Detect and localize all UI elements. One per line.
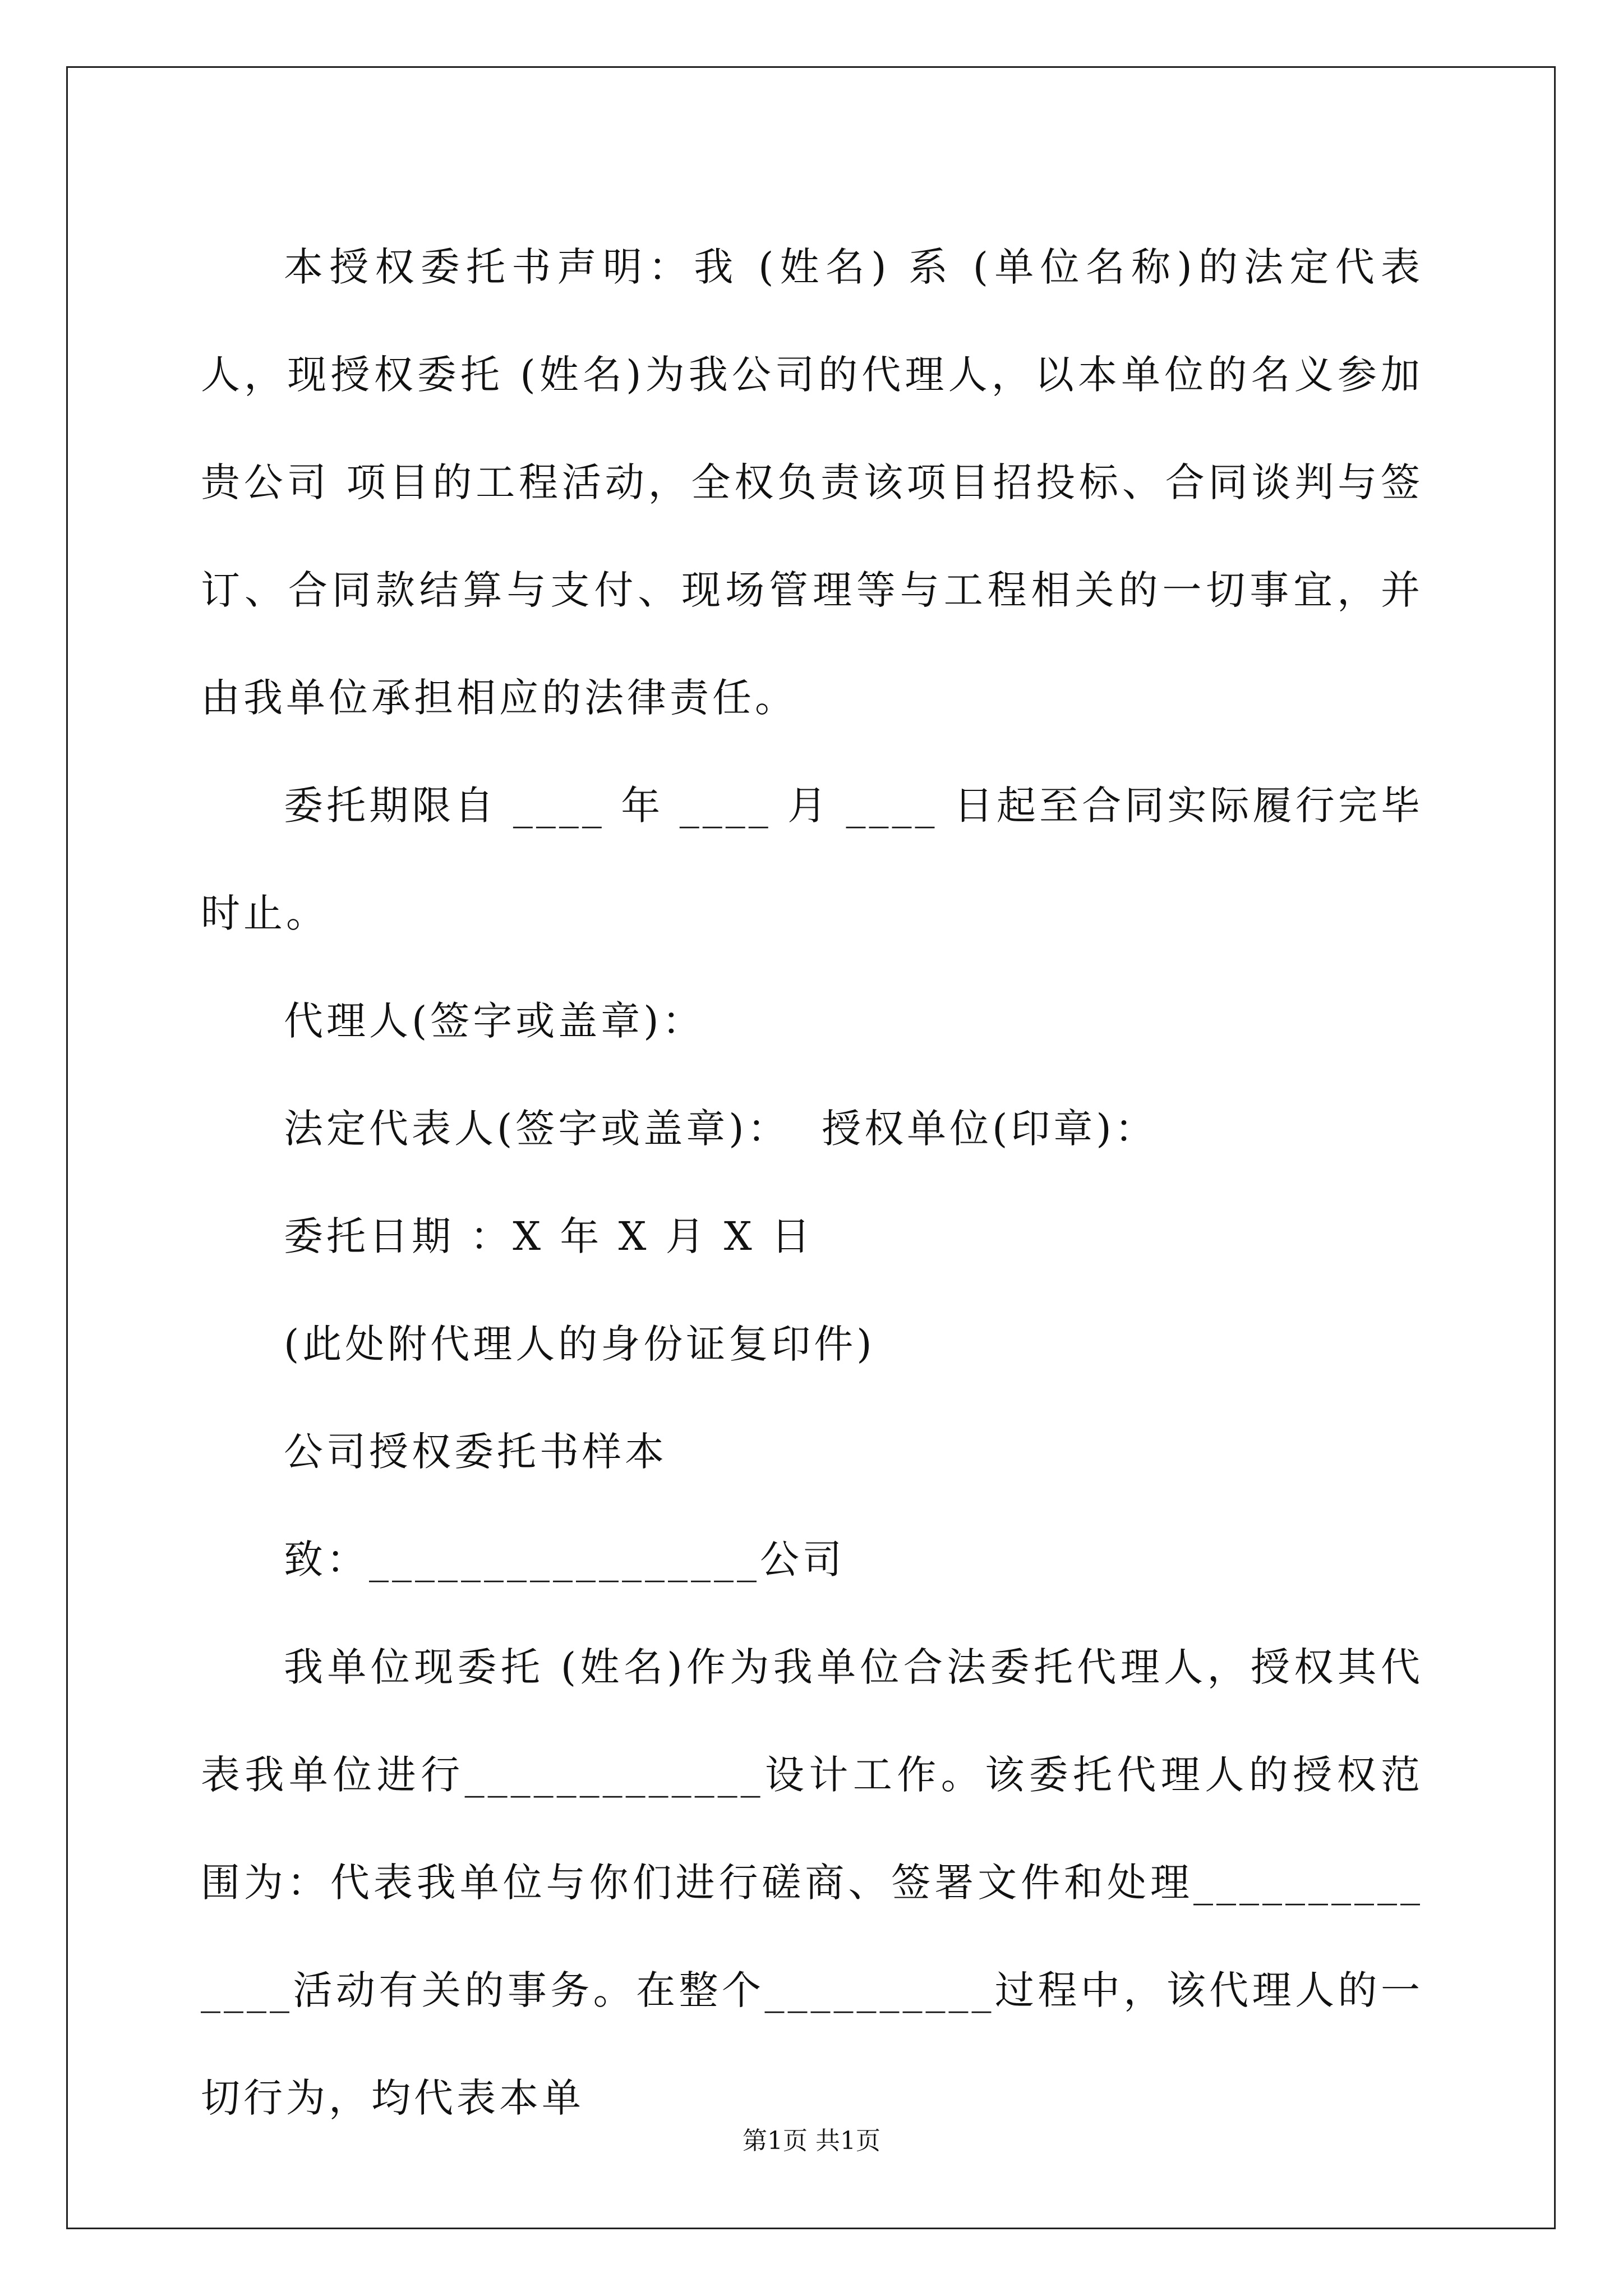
- legal-rep-signature-line: 法定代表人(签字或盖章)： 授权单位(印章)：: [284, 1106, 1158, 1152]
- id-copy-note: (此处附代理人的身份证复印件): [284, 1321, 875, 1367]
- addressee-line: 致：_________________公司: [284, 1536, 845, 1582]
- document-body: [201, 213, 1423, 2152]
- delegation-date-line: 委托日期 ：X 年 X 月 X 日: [284, 1213, 814, 1259]
- agent-signature-line: 代理人(签字或盖章)：: [284, 998, 705, 1044]
- page-number-footer: 第1页 共1页: [743, 2127, 880, 2155]
- paragraph-authorization: 我单位现委托 (姓名)作为我单位合法委托代理人，授权其代表我单位进行_____________设计工作。该委托代理人的授权范围为：代表我单位与你们进行磋商、签署文件和处理______________活动有关的事务。在整个__________过程中，该代理人的一切行为，均代表本单: [201, 1644, 1423, 2121]
- paragraph-declaration: 本授权委托书声明：我 (姓名) 系 (单位名称)的法定代表人，现授权委托 (姓名)为我公司的代理人，以本单位的名义参加贵公司 项目的工程活动，全权负责该项目招投标、合同谈判与签订、合同款结算与支付、现场管理等与工程相关的一切事宜，并由我单位承担相应的法律责任。: [201, 244, 1423, 721]
- paragraph-term: 委托期限自 ____ 年 ____ 月 ____ 日起至合同实际履行完毕时止。: [201, 783, 1423, 936]
- section-title: 公司授权委托书样本: [284, 1429, 667, 1475]
